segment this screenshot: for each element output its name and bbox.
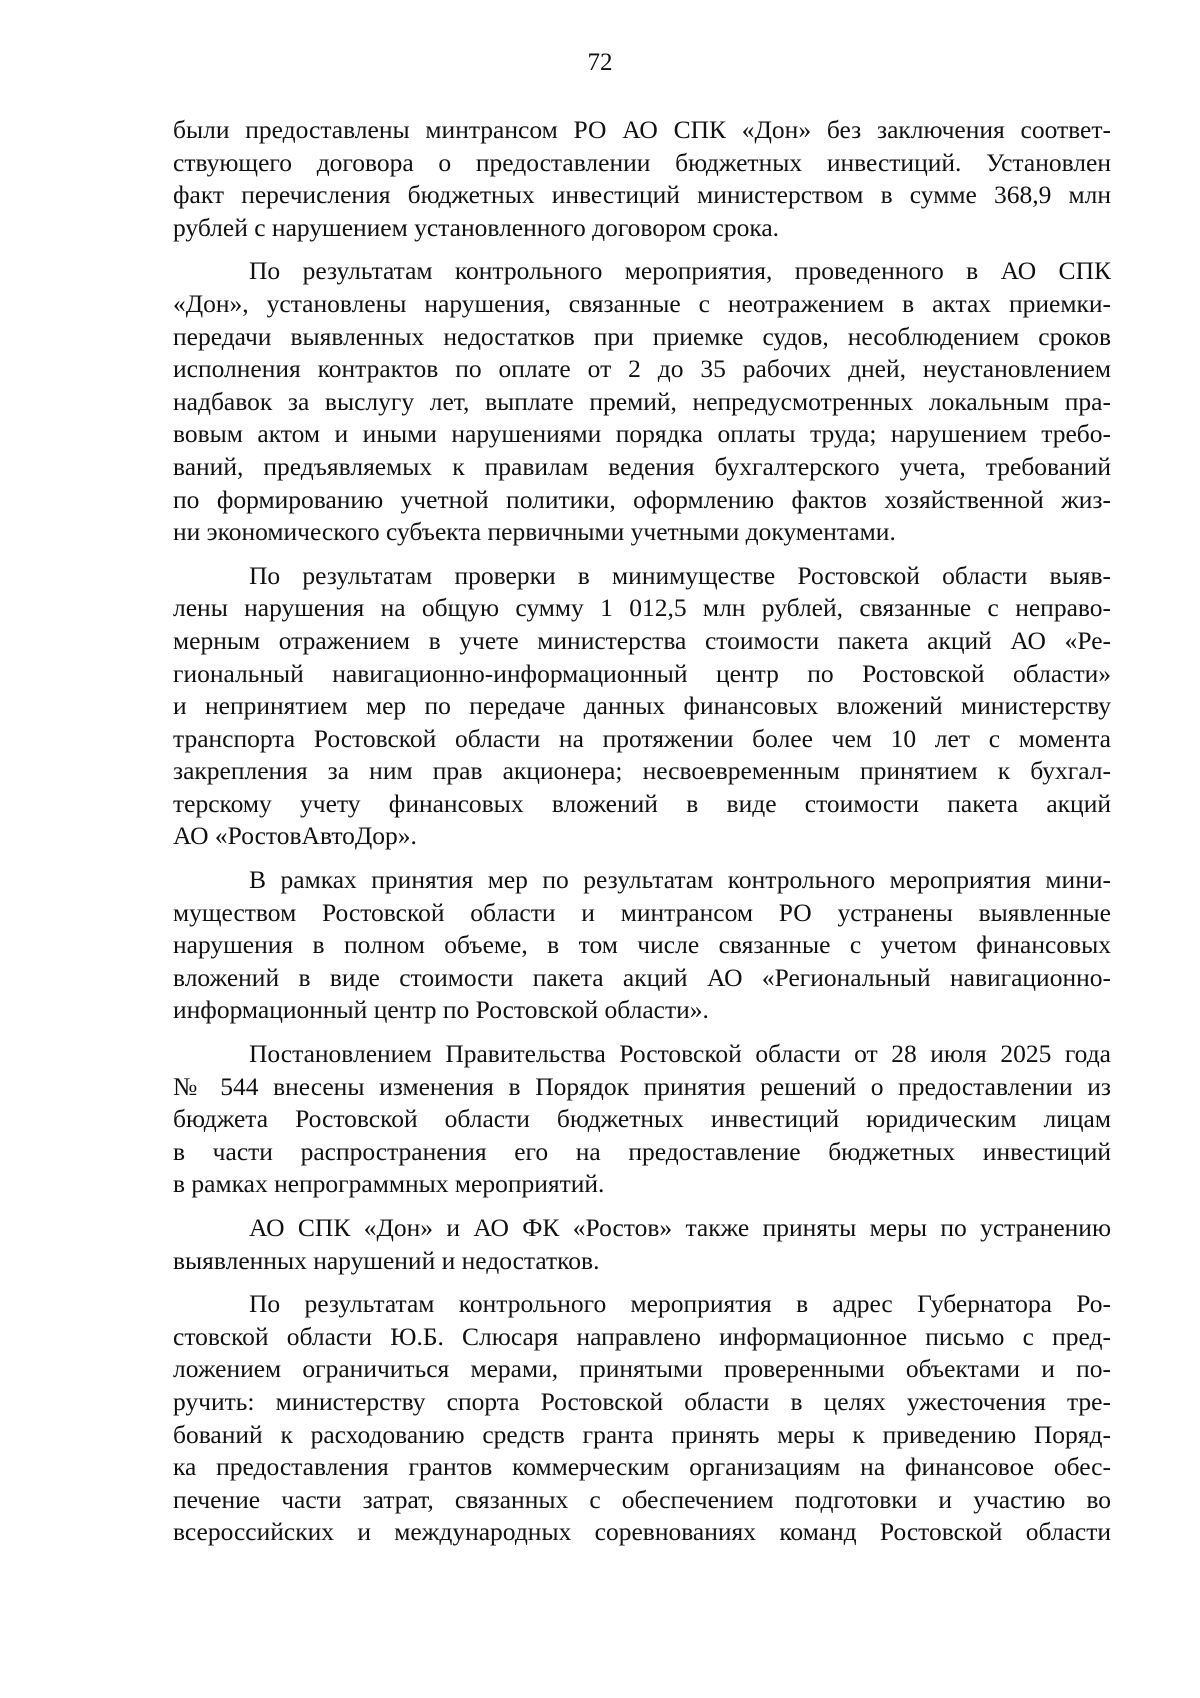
text-line: муществом Ростовской области и минтрансом РО устранены выявленные — [173, 897, 1111, 927]
text-line: ни экономического субъекта первичными учетными документами. — [173, 517, 896, 547]
text-line: ручить: министерству спорта Ростовской области в целях ужесточения тре- — [173, 1386, 1111, 1416]
page-number: 72 — [587, 49, 613, 76]
text-line: информационный центр по Ростовской области». — [173, 995, 709, 1025]
text-line: терскому учету финансовых вложений в виде стоимости пакета акций — [173, 788, 1111, 818]
paragraph-2 — [173, 255, 1111, 548]
text-line: вовым актом и иными нарушениями порядка оплаты труда; нарушением требо- — [173, 419, 1111, 449]
text-line: мерным отражением в учете министерства стоимости пакета акций АО «Ре- — [173, 625, 1111, 655]
text-line: ка предоставления грантов коммерческим организациям на финансовое обес- — [173, 1452, 1111, 1482]
text-line: вложений в виде стоимости пакета акций АО «Региональный навигационно- — [173, 962, 1111, 992]
text-line: ложением ограничиться мерами, принятыми проверенными объектами и по- — [173, 1354, 1111, 1384]
paragraph-5 — [173, 1038, 1111, 1201]
text-line: АО СПК «Дон» и АО ФК «Ростов» также приняты меры по устранению — [249, 1213, 1111, 1242]
text-line: закрепления за ним прав акционера; несвоевременным принятием к бухгал- — [173, 756, 1111, 786]
document-body — [173, 114, 1111, 1560]
text-line: в рамках непрограммных мероприятий. — [173, 1169, 605, 1199]
paragraph-1 — [173, 114, 1111, 244]
text-line: гиональный навигационно-информационный центр по Ростовской области» — [173, 658, 1111, 688]
paragraph-4 — [173, 864, 1111, 1027]
text-line: По результатам проверки в минимуществе Ростовской области выяв- — [249, 560, 1111, 590]
text-line: рублей с нарушением установленного договором срока. — [173, 212, 780, 242]
text-line: По результатам контрольного мероприятия, проведенного в АО СПК — [249, 256, 1111, 286]
text-line: надбавок за выслугу лет, выплате премий, непредусмотренных локальным пра- — [173, 386, 1111, 416]
text-line: всероссийских и международных соревнованиях команд Ростовской области — [173, 1517, 1111, 1547]
text-line: «Дон», установлены нарушения, связанные с неотражением в актах приемки- — [173, 288, 1111, 318]
text-line: выявленных нарушений и недостатков. — [173, 1245, 600, 1275]
text-line: Постановлением Правительства Ростовской области от 28 июля 2025 года — [249, 1039, 1111, 1069]
text-line: исполнения контрактов по оплате от 2 до 35 рабочих дней, неустановлением — [173, 354, 1111, 384]
text-line: ствующего договора о предоставлении бюджетных инвестиций. Установлен — [173, 147, 1111, 177]
text-line: в части распространения его на предоставление бюджетных инвестиций — [173, 1136, 1111, 1166]
text-line: лены нарушения на общую сумму 1 012,5 млн рублей, связанные с неправо- — [173, 593, 1111, 623]
text-line: факт перечисления бюджетных инвестиций министерством в сумме 368,9 млн — [173, 180, 1111, 210]
text-line: были предоставлены минтрансом РО АО СПК «Дон» без заключения соответ- — [173, 115, 1111, 144]
paragraph-7 — [173, 1288, 1111, 1549]
text-line: стовской области Ю.Б. Слюсаря направлено информационное письмо с пред- — [173, 1321, 1111, 1351]
paragraph-6 — [173, 1212, 1111, 1277]
text-line: АО «РостовАвтоДор». — [173, 821, 417, 851]
text-line: нарушения в полном объеме, в том числе связанные с учетом финансовых — [173, 930, 1111, 960]
text-line: печение части затрат, связанных с обеспечением подготовки и участию во — [173, 1484, 1111, 1514]
text-line: бований к расходованию средств гранта принять меры к приведению Поряд- — [173, 1419, 1111, 1449]
text-line: ваний, предъявляемых к правилам ведения бухгалтерского учета, требований — [173, 451, 1111, 481]
text-line: бюджета Ростовской области бюджетных инвестиций юридическим лицам — [173, 1104, 1111, 1134]
text-line: по формированию учетной политики, оформлению фактов хозяйственной жиз- — [173, 484, 1111, 514]
text-line: В рамках принятия мер по результатам контрольного мероприятия мини- — [249, 865, 1111, 895]
text-line: По результатам контрольного мероприятия в адрес Губернатора Ро- — [249, 1289, 1111, 1319]
text-line: и непринятием мер по передаче данных финансовых вложений министерству — [173, 691, 1111, 721]
paragraph-3 — [173, 560, 1111, 853]
text-line: № 544 внесены изменения в Порядок принятия решений о предоставлении из — [173, 1071, 1111, 1101]
text-line: транспорта Ростовской области на протяжении более чем 10 лет с момента — [173, 723, 1111, 753]
text-line: передачи выявленных недостатков при приемке судов, несоблюдением сроков — [173, 321, 1111, 351]
